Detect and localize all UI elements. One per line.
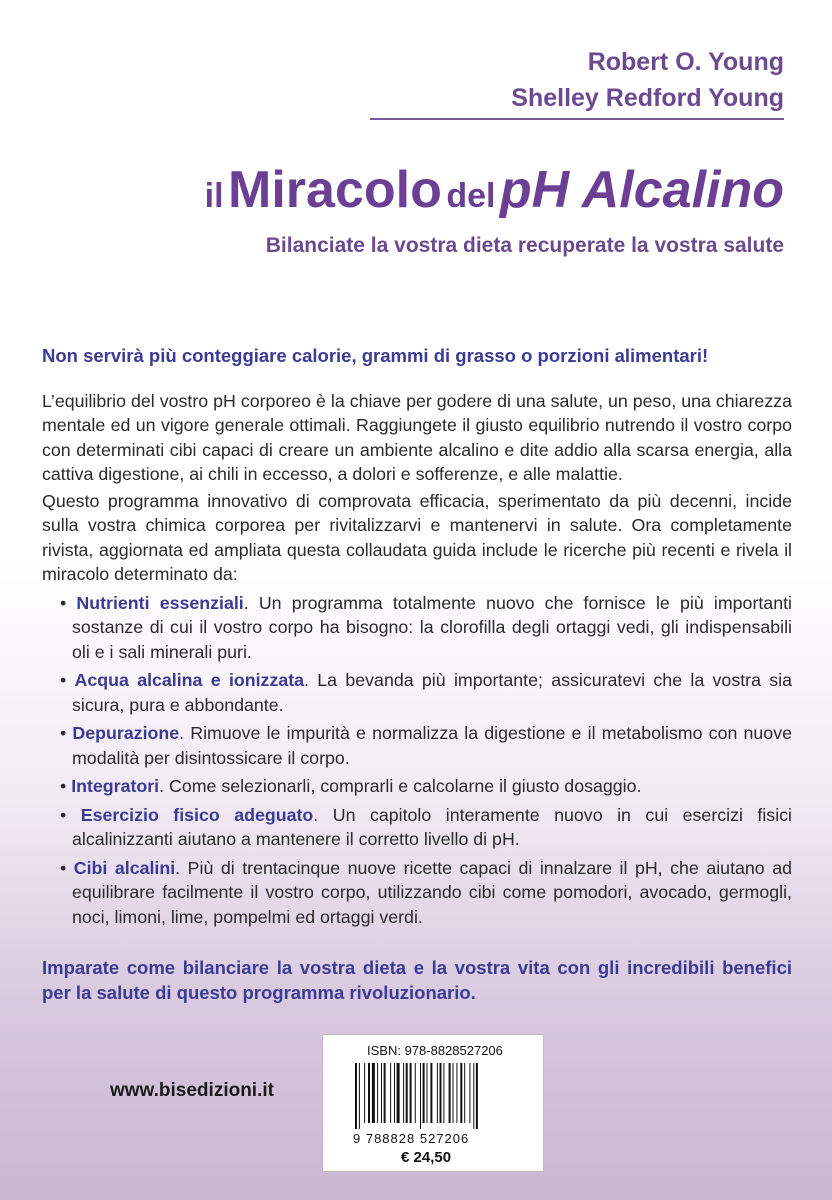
item-lead: Acqua alcalina e ionizzata [74, 670, 305, 690]
barcode-bar [430, 1063, 432, 1123]
barcode-bar [410, 1063, 412, 1123]
barcode-bar [464, 1063, 465, 1123]
closing-statement: Imparate come bilanciare la vostra dieta e la vostra vita con gli incredibili benefici per la salute di questo programma rivoluzionario. [42, 957, 792, 1003]
title-connector: del [446, 177, 496, 215]
book-subtitle: Bilanciate la vostra dieta recuperate la vostra salute [265, 234, 784, 257]
author-2: Shelley Redford Young [511, 84, 784, 112]
list-item [60, 856, 792, 930]
list-item [60, 668, 792, 717]
barcode-bar [443, 1063, 444, 1123]
benefits-list [42, 591, 792, 930]
list-item [60, 803, 792, 852]
title-word: Miracolo [228, 161, 442, 219]
item-lead: Integratori [71, 776, 160, 796]
barcode-bar [469, 1063, 470, 1123]
barcode-bar [394, 1063, 395, 1123]
list-item [60, 721, 792, 770]
barcode-bar [397, 1063, 400, 1123]
barcode-bar [403, 1063, 404, 1123]
barcode-bar [456, 1063, 457, 1123]
barcode-bar [368, 1063, 370, 1123]
barcode-bar [420, 1063, 421, 1129]
author-1: Robert O. Young [587, 48, 784, 76]
item-text: . Come selezionarli, comprarli e calcolarne il giusto dosaggio. [159, 776, 642, 796]
item-lead: Cibi alcalini [73, 857, 176, 878]
authors-block [511, 44, 784, 116]
headline: Non servirà più conteggiare calorie, grammi di grasso o porzioni alimentari! [42, 345, 709, 366]
price-label: € 24,50 [401, 1149, 452, 1166]
list-item [60, 774, 792, 799]
program-paragraph: Questo programma innovativo di comprovata efficacia, sperimentato da più decenni, incide sulla vostra chimica corporea per rivitalizzarvi e mantenervi in salute. Ora completamente rivista, aggiornata ed ampliata questa collaudata guida include le ricerche più recenti e rivela il miracolo determinato da: [42, 490, 792, 584]
item-lead: Nutrienti essenziali [76, 592, 244, 613]
item-lead: Esercizio fisico adeguato [80, 804, 314, 825]
barcode-image [353, 1063, 513, 1131]
barcode-bar [415, 1063, 416, 1123]
barcode-digits: 9 788828 527206 [353, 1131, 470, 1146]
back-cover-text [42, 344, 792, 1005]
author-divider [370, 118, 784, 120]
barcode-bar [437, 1063, 438, 1123]
item-text: . Un capitolo interamente nuovo in cui esercizi fisici alcalinizzanti aiutano a mantenere il corretto livello di pH. [72, 804, 792, 849]
item-lead: Depurazione [72, 723, 180, 743]
barcode-bar [384, 1063, 386, 1123]
barcode-bar [473, 1063, 474, 1129]
item-text: . Un programma totalmente nuovo che fornisce le più importanti sostanze di cui il vostro corpo ha bisogno: la clorofilla degli ortaggi vedi, gli indispensabili oli e i sali minerali puri. [72, 592, 792, 662]
barcode-bar [364, 1063, 365, 1123]
barcode-bar [359, 1063, 360, 1129]
barcode-bar [355, 1063, 357, 1129]
title-prefix: il [204, 177, 224, 215]
barcode-bar [423, 1063, 425, 1123]
book-title [205, 160, 784, 220]
barcode-bar [377, 1063, 378, 1123]
barcode-bar [476, 1063, 478, 1129]
bullet: • [60, 670, 67, 690]
isbn-label: ISBN: 978-8828527206 [367, 1043, 503, 1058]
barcode-bar [449, 1063, 451, 1123]
barcode-panel [322, 1034, 544, 1172]
barcode-bar [390, 1063, 391, 1123]
bullet: • [60, 804, 67, 825]
bullet: • [60, 857, 67, 878]
title-emphasis: pH Alcalino [499, 161, 784, 219]
intro-paragraph: L’equilibrio del vostro pH corporeo è la chiave per godere di una salute, un peso, una chiarezza mentale ed un vigore generale ottimali. Raggiungete il giusto equilibrio nutrendo il vostro corpo con determinati cibi capaci di creare un ambiente alcalino e dite addio alla scarsa energia, alla cattiva digestione, ai chili in eccesso, a dolori e sofferenze, e alle malattie. [42, 390, 792, 484]
barcode-bar [440, 1063, 442, 1123]
barcode-bar [372, 1063, 375, 1123]
bullet: • [60, 723, 67, 743]
barcode-bar [381, 1063, 382, 1123]
item-text: . La bevanda più importante; assicuratevi che la vostra sia sicura, pura e abbondante. [72, 670, 793, 715]
barcode-bar [453, 1063, 454, 1123]
barcode-bar [427, 1063, 428, 1123]
publisher-website: www.bisedizioni.it [110, 1080, 274, 1101]
list-item [60, 591, 792, 665]
item-text: . Rimuove le impurità e normalizza la digestione e il metabolismo con nuove modalità per disintossicare il corpo. [72, 723, 792, 768]
barcode-bar [460, 1063, 462, 1123]
bullet: • [60, 776, 67, 796]
bullet: • [60, 592, 67, 613]
item-text: . Più di trentacinque nuove ricette capaci di innalzare il pH, che aiutano ad equilibrare facilmente il vostro corpo, utilizzando cibi come pomodori, avocado, germogli, noci, limoni, lime, pompelmi ed ortaggi verdi. [72, 857, 792, 927]
barcode-bar [406, 1063, 408, 1123]
